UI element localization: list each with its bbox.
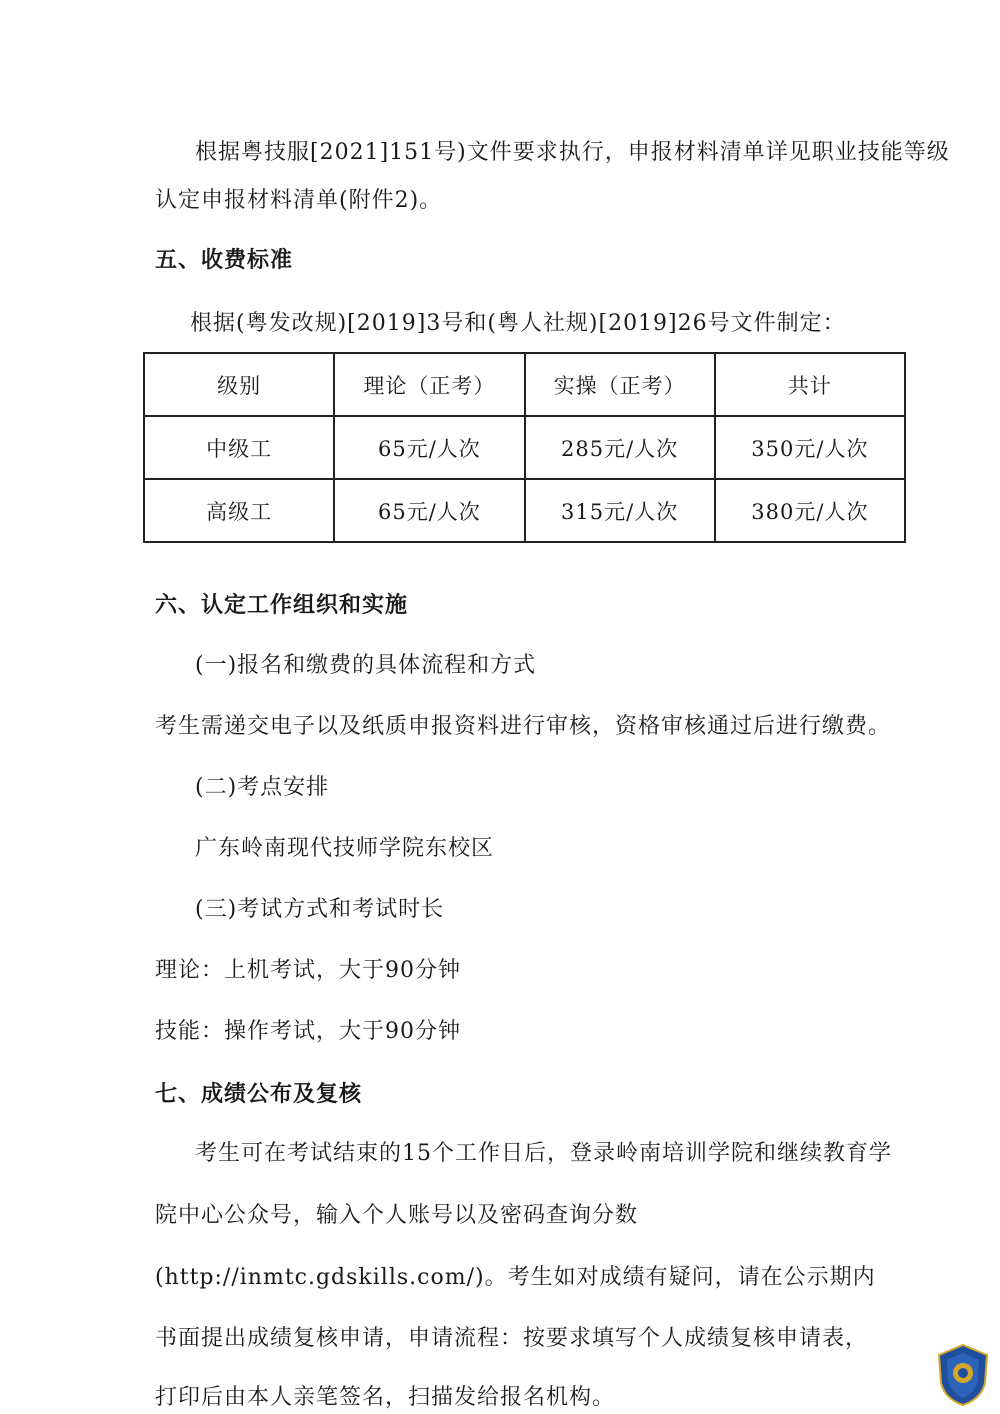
school-shield-logo-icon bbox=[935, 1343, 991, 1407]
section-7-para-1: 考生可在考试结束的15个工作日后，登录岭南培训学院和继续教育学 bbox=[195, 1141, 892, 1166]
table-header-cell: 理论（正考） bbox=[334, 353, 524, 416]
table-cell: 65元/人次 bbox=[334, 479, 524, 542]
fee-basis-text: 根据(粤发改规)[2019]3号和(粤人社规)[2019]26号文件制定： bbox=[190, 311, 846, 336]
table-row bbox=[144, 416, 905, 479]
table-header-cell: 共计 bbox=[715, 353, 905, 416]
table-cell: 高级工 bbox=[144, 479, 334, 542]
section-6-sub-1: (一)报名和缴费的具体流程和方式 bbox=[195, 653, 537, 678]
table-cell: 65元/人次 bbox=[334, 416, 524, 479]
table-cell: 中级工 bbox=[144, 416, 334, 479]
intro-line-2: 认定申报材料清单(附件2)。 bbox=[155, 188, 443, 213]
section-6-sub-1-text: 考生需递交电子以及纸质申报资料进行审核，资格审核通过后进行缴费。 bbox=[155, 714, 892, 739]
section-7-para-5: 打印后由本人亲笔签名，扫描发给报名机构。 bbox=[155, 1385, 616, 1410]
table-header-cell: 级别 bbox=[144, 353, 334, 416]
section-6-heading: 六、认定工作组织和实施 bbox=[155, 592, 409, 618]
table-cell: 285元/人次 bbox=[525, 416, 715, 479]
table-cell: 380元/人次 bbox=[715, 479, 905, 542]
section-6-sub-3: (三)考试方式和考试时长 bbox=[195, 897, 445, 922]
section-7-para-3: (http://inmtc.gdskills.com/)。考生如对成绩有疑问，请在公示期内 bbox=[155, 1265, 876, 1290]
section-5-heading: 五、收费标准 bbox=[155, 247, 294, 273]
section-7-para-4: 书面提出成绩复核申请，申请流程：按要求填写个人成绩复核申请表， bbox=[155, 1326, 869, 1351]
section-6-sub-3-line-1: 理论：上机考试，大于90分钟 bbox=[155, 958, 461, 983]
table-header-row bbox=[144, 353, 905, 416]
table-cell: 315元/人次 bbox=[525, 479, 715, 542]
table-row bbox=[144, 479, 905, 542]
section-6-sub-3-line-2: 技能：操作考试，大于90分钟 bbox=[155, 1019, 461, 1044]
section-6-sub-2: (二)考点安排 bbox=[195, 775, 330, 800]
section-7-heading: 七、成绩公布及复核 bbox=[155, 1081, 363, 1107]
table-cell: 350元/人次 bbox=[715, 416, 905, 479]
intro-line-1: 根据粤技服[2021]151号)文件要求执行，申报材料清单详见职业技能等级 bbox=[195, 140, 950, 165]
section-7-para-2: 院中心公众号，输入个人账号以及密码查询分数 bbox=[155, 1203, 639, 1228]
fee-table bbox=[143, 352, 906, 543]
section-6-sub-2-text: 广东岭南现代技师学院东校区 bbox=[195, 836, 495, 861]
table-header-cell: 实操（正考） bbox=[525, 353, 715, 416]
